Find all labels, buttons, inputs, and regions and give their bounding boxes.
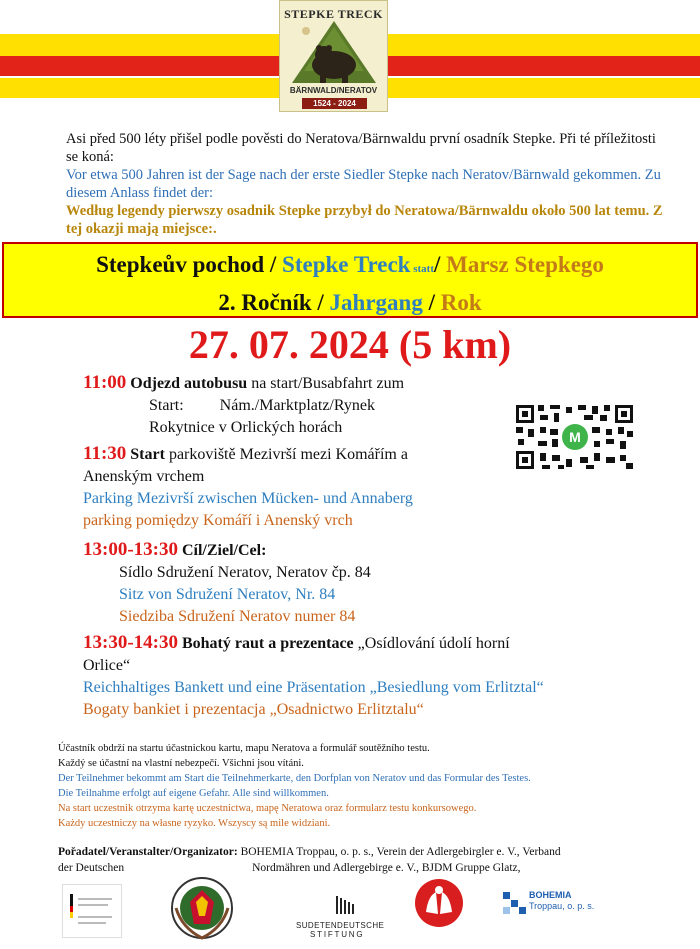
foundation-name-1: SUDETENDEUTSCHE (296, 921, 385, 930)
foundation-stripes-icon (296, 894, 386, 916)
qr-badge-letter: M (569, 429, 581, 445)
note-polish-1: Na start uczestnik otrzyma kartę uczestnictwa, mapę Neratowa oraz formularz testu konkursowego. (58, 803, 477, 814)
bear-tree-emblem (280, 21, 388, 87)
organizer-text: BOHEMIA Troppau, o. p. s., Verein der Adlergebirgler e. V., Verband (237, 846, 561, 858)
note-polish-2: Każdy uczestniczy na własne ryzyko. Wszyscy są mile widziani. (58, 818, 331, 829)
schedule-czech: Sídlo Sdružení Neratov, Neratov čp. 84 (119, 564, 371, 581)
schedule-text: na start/Busabfahrt zum (247, 375, 405, 392)
schedule-german: Sitz von Sdružení Neratov, Nr. 84 (119, 586, 336, 603)
schedule-text: parkoviště Mezivrší mezi Komářím a (164, 446, 408, 463)
schedule-german: Parking Mezivrší zwischen Mücken- und Annaberg (83, 490, 413, 507)
schedule-item-start (83, 443, 413, 532)
qr-code[interactable] (514, 403, 635, 471)
foundation-name-2: STIFTUNG (310, 930, 365, 939)
schedule-start-label: Start: (149, 397, 184, 414)
edition-german: Jahrgang (329, 290, 423, 315)
schedule-polish: Siedziba Sdružení Neratov numer 84 (119, 608, 356, 625)
event-title-line (4, 248, 696, 286)
note-german-1: Der Teilnehmer bekommt am Start die Teilnehmerkarte, den Dorfplan von Neratov und das Formular des Testes. (58, 773, 531, 784)
schedule-heading: Bohatý raut a prezentace (177, 635, 354, 652)
edition-line (4, 286, 696, 320)
schedule-time: 13:00-13:30 (83, 539, 178, 560)
logo-subtitle: BÄRNWALD/NERATOV (289, 86, 378, 95)
event-title-box (2, 242, 698, 318)
bohemia-squares-icon (503, 892, 527, 914)
title-polish: Marsz Stepkego (446, 252, 604, 277)
schedule-text: „Osídlování údolí horní (353, 635, 510, 652)
schedule-item-bus (83, 372, 404, 439)
bohemia-troppau-logo (503, 890, 603, 930)
schedule-heading: Odjezd autobusu (126, 375, 248, 392)
title-sep: / (434, 252, 447, 277)
schedule-item-finish (83, 539, 371, 628)
schedule-heading: Start (126, 446, 165, 463)
edition-sep: / (422, 290, 441, 315)
title-sep: / (264, 252, 283, 277)
hands-logo (414, 876, 464, 930)
schedule-text-cont: Orlice“ (83, 657, 131, 674)
note-czech-2: Každý se účastní na vlastní nebezpečí. Všichni jsou vítáni. (58, 758, 304, 769)
schedule-heading: Cíl/Ziel/Cel: (177, 542, 267, 559)
event-logo (279, 0, 388, 112)
club-emblem-logo (170, 872, 234, 944)
bohemia-name: BOHEMIA (529, 890, 572, 900)
organizer-label: Pořadatel/Veranstalter/Organizator: (58, 846, 238, 858)
logo-title: STEPKE TRECK (284, 7, 383, 21)
schedule-german: Reichhaltiges Bankett und eine Präsentation „Besiedlung vom Erlitztal“ (83, 679, 544, 696)
federal-government-logo (62, 884, 122, 938)
intro-german: Vor etwa 500 Jahren ist der Sage nach der erste Siedler Stepke nach Neratov/Bärnwald gekommen. Zu diesem Anlass findet der: (66, 167, 661, 201)
participant-notes (58, 741, 678, 831)
event-date: 27. 07. 2024 (5 km) (188, 322, 512, 367)
organizer-text-cont: Nordmähren und Adlergebirge e. V., BJDM Gruppe Glatz, (252, 862, 521, 874)
note-czech-1: Účastník obdrží na startu účastnickou kartu, mapu Neratova a formulář soutěžního testu. (58, 743, 430, 754)
schedule-time: 13:30-14:30 (83, 632, 178, 653)
schedule-location: Rokytnice v Orlických horách (149, 419, 343, 436)
schedule-text-cont: Anenským vrchem (83, 468, 205, 485)
schedule-item-banquet (83, 632, 544, 721)
intro-text (66, 130, 666, 238)
schedule-polish: Bogaty bankiet i prezentacja „Osadnictwo Erlitztalu“ (83, 701, 424, 718)
schedule-start-place: Nám./Marktplatz/Rynek (219, 397, 375, 414)
schedule-time: 11:30 (83, 443, 127, 464)
organizer-text-cont: der Deutschen (58, 862, 125, 874)
edition-czech: 2. Ročník (218, 290, 312, 315)
title-german: Stepke Treck (282, 252, 411, 277)
logo-years: 1524 - 2024 (302, 98, 367, 109)
edition-polish: Rok (440, 290, 482, 315)
schedule-time: 11:00 (83, 372, 127, 393)
title-german-suffix: statt (410, 263, 434, 275)
title-czech: Stepkeův pochod (96, 252, 265, 277)
intro-polish: Według legendy pierwszy osadnik Stepke przybył do Neratowa/Bärnwaldu około 500 lat temu. Z tej okazji mają miejsce:. (66, 203, 663, 237)
schedule-polish: parking pomiędzy Komáří i Anenský vrch (83, 512, 353, 529)
note-german-2: Die Teilnahme erfolgt auf eigene Gefahr. Alle sind willkommen. (58, 788, 329, 799)
edition-sep: / (311, 290, 330, 315)
bohemia-subname: Troppau, o. p. s. (529, 901, 595, 911)
sponsor-logos (0, 870, 700, 949)
intro-czech: Asi před 500 léty přišel podle pověsti do Neratova/Bärnwaldu první osadník Stepke. Při té příležitosti se koná: (66, 131, 656, 165)
sudeten-foundation-logo (296, 894, 386, 938)
